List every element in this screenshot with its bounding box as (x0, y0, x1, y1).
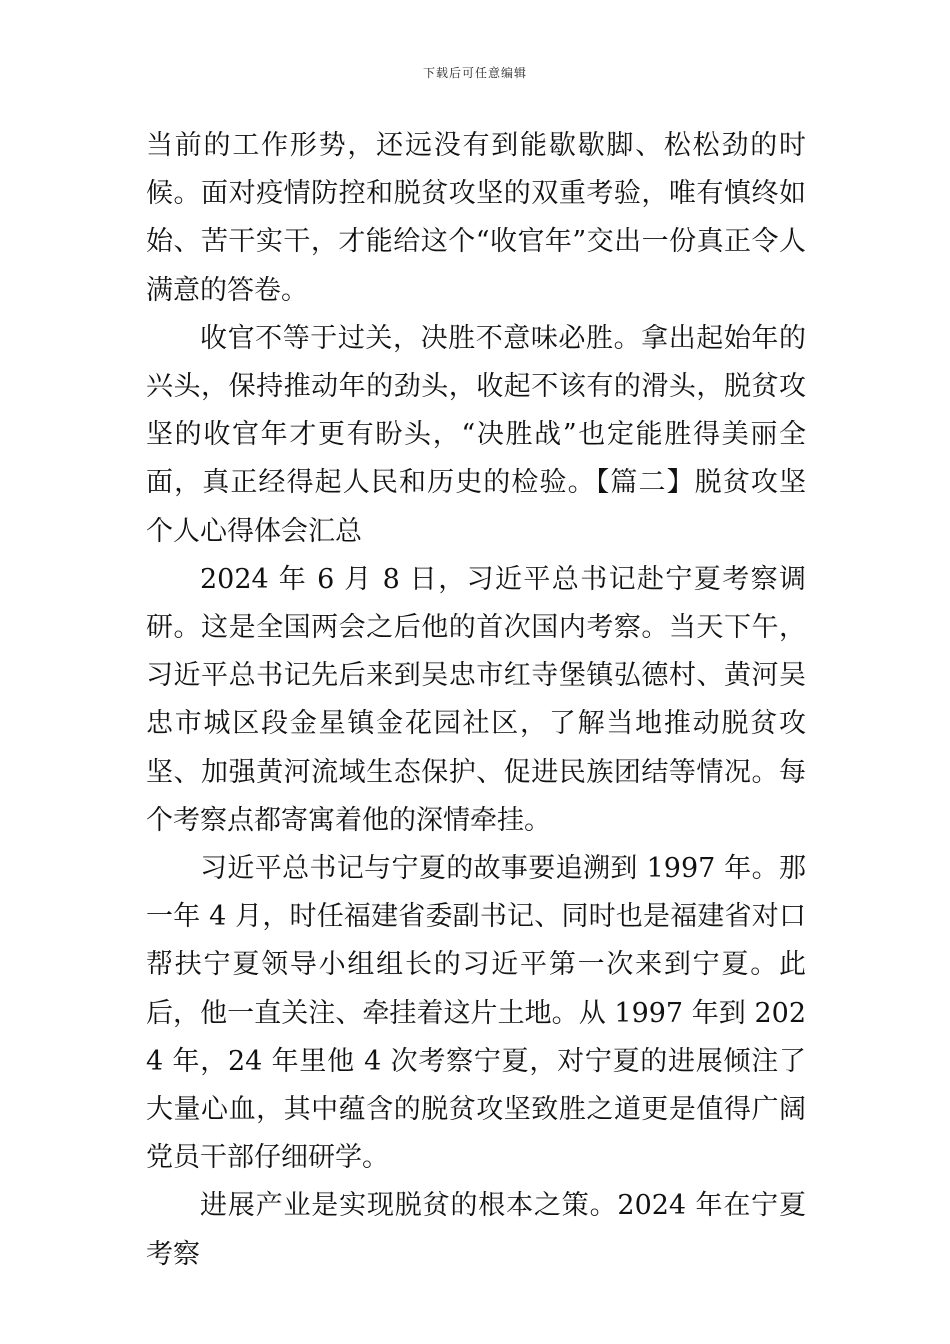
paragraph: 2024 年 6 月 8 日，习近平总书记赴宁夏考察调研。这是全国两会之后他的首次国内考察。当天下午，习近平总书记先后来到吴忠市红寺堡镇弘德村、黄河吴忠市城区段金星镇金花园社区，了解当地推动脱贫攻坚、加强黄河流域生态保护、促进民族团结等情况。每个考察点都寄寓着他的深情牵挂。 (146, 563, 806, 836)
paragraph-continuation: 当前的工作形势，还远没有到能歇歇脚、松松劲的时候。面对疫情防控和脱贫攻坚的双重考验，唯有慎终如始、苦干实干，才能给这个“收官年”交出一份真正令人满意的答卷。 (146, 130, 806, 306)
page-header: 下载后可任意编辑 (422, 66, 527, 80)
paragraph: 习近平总书记与宁夏的故事要追溯到 1997 年。那一年 4 月，时任福建省委副书记、同时也是福建省对口帮扶宁夏领导小组组长的习近平第一次来到宁夏。此后，他一直关注、牵挂着这片土地。从 1997 年到 2024 年，24 年里他 4 次考察宁夏，对宁夏的进展倾注了大量心血，其中蕴含的脱贫攻坚致胜之道更是值得广阔党员干部仔细研学。 (146, 853, 806, 1174)
paragraph: 收官不等于过关，决胜不意味必胜。拿出起始年的兴头，保持推动年的劲头，收起不该有的滑头，脱贫攻坚的收官年才更有盼头，“决胜战”也定能胜得美丽全面，真正经得起人民和历史的检验。【篇二】脱贫攻坚个人心得体会汇总 (146, 322, 806, 547)
paragraph: 进展产业是实现脱贫的根本之策。2024 年在宁夏考察 (146, 1190, 806, 1270)
document-body (146, 122, 806, 1279)
